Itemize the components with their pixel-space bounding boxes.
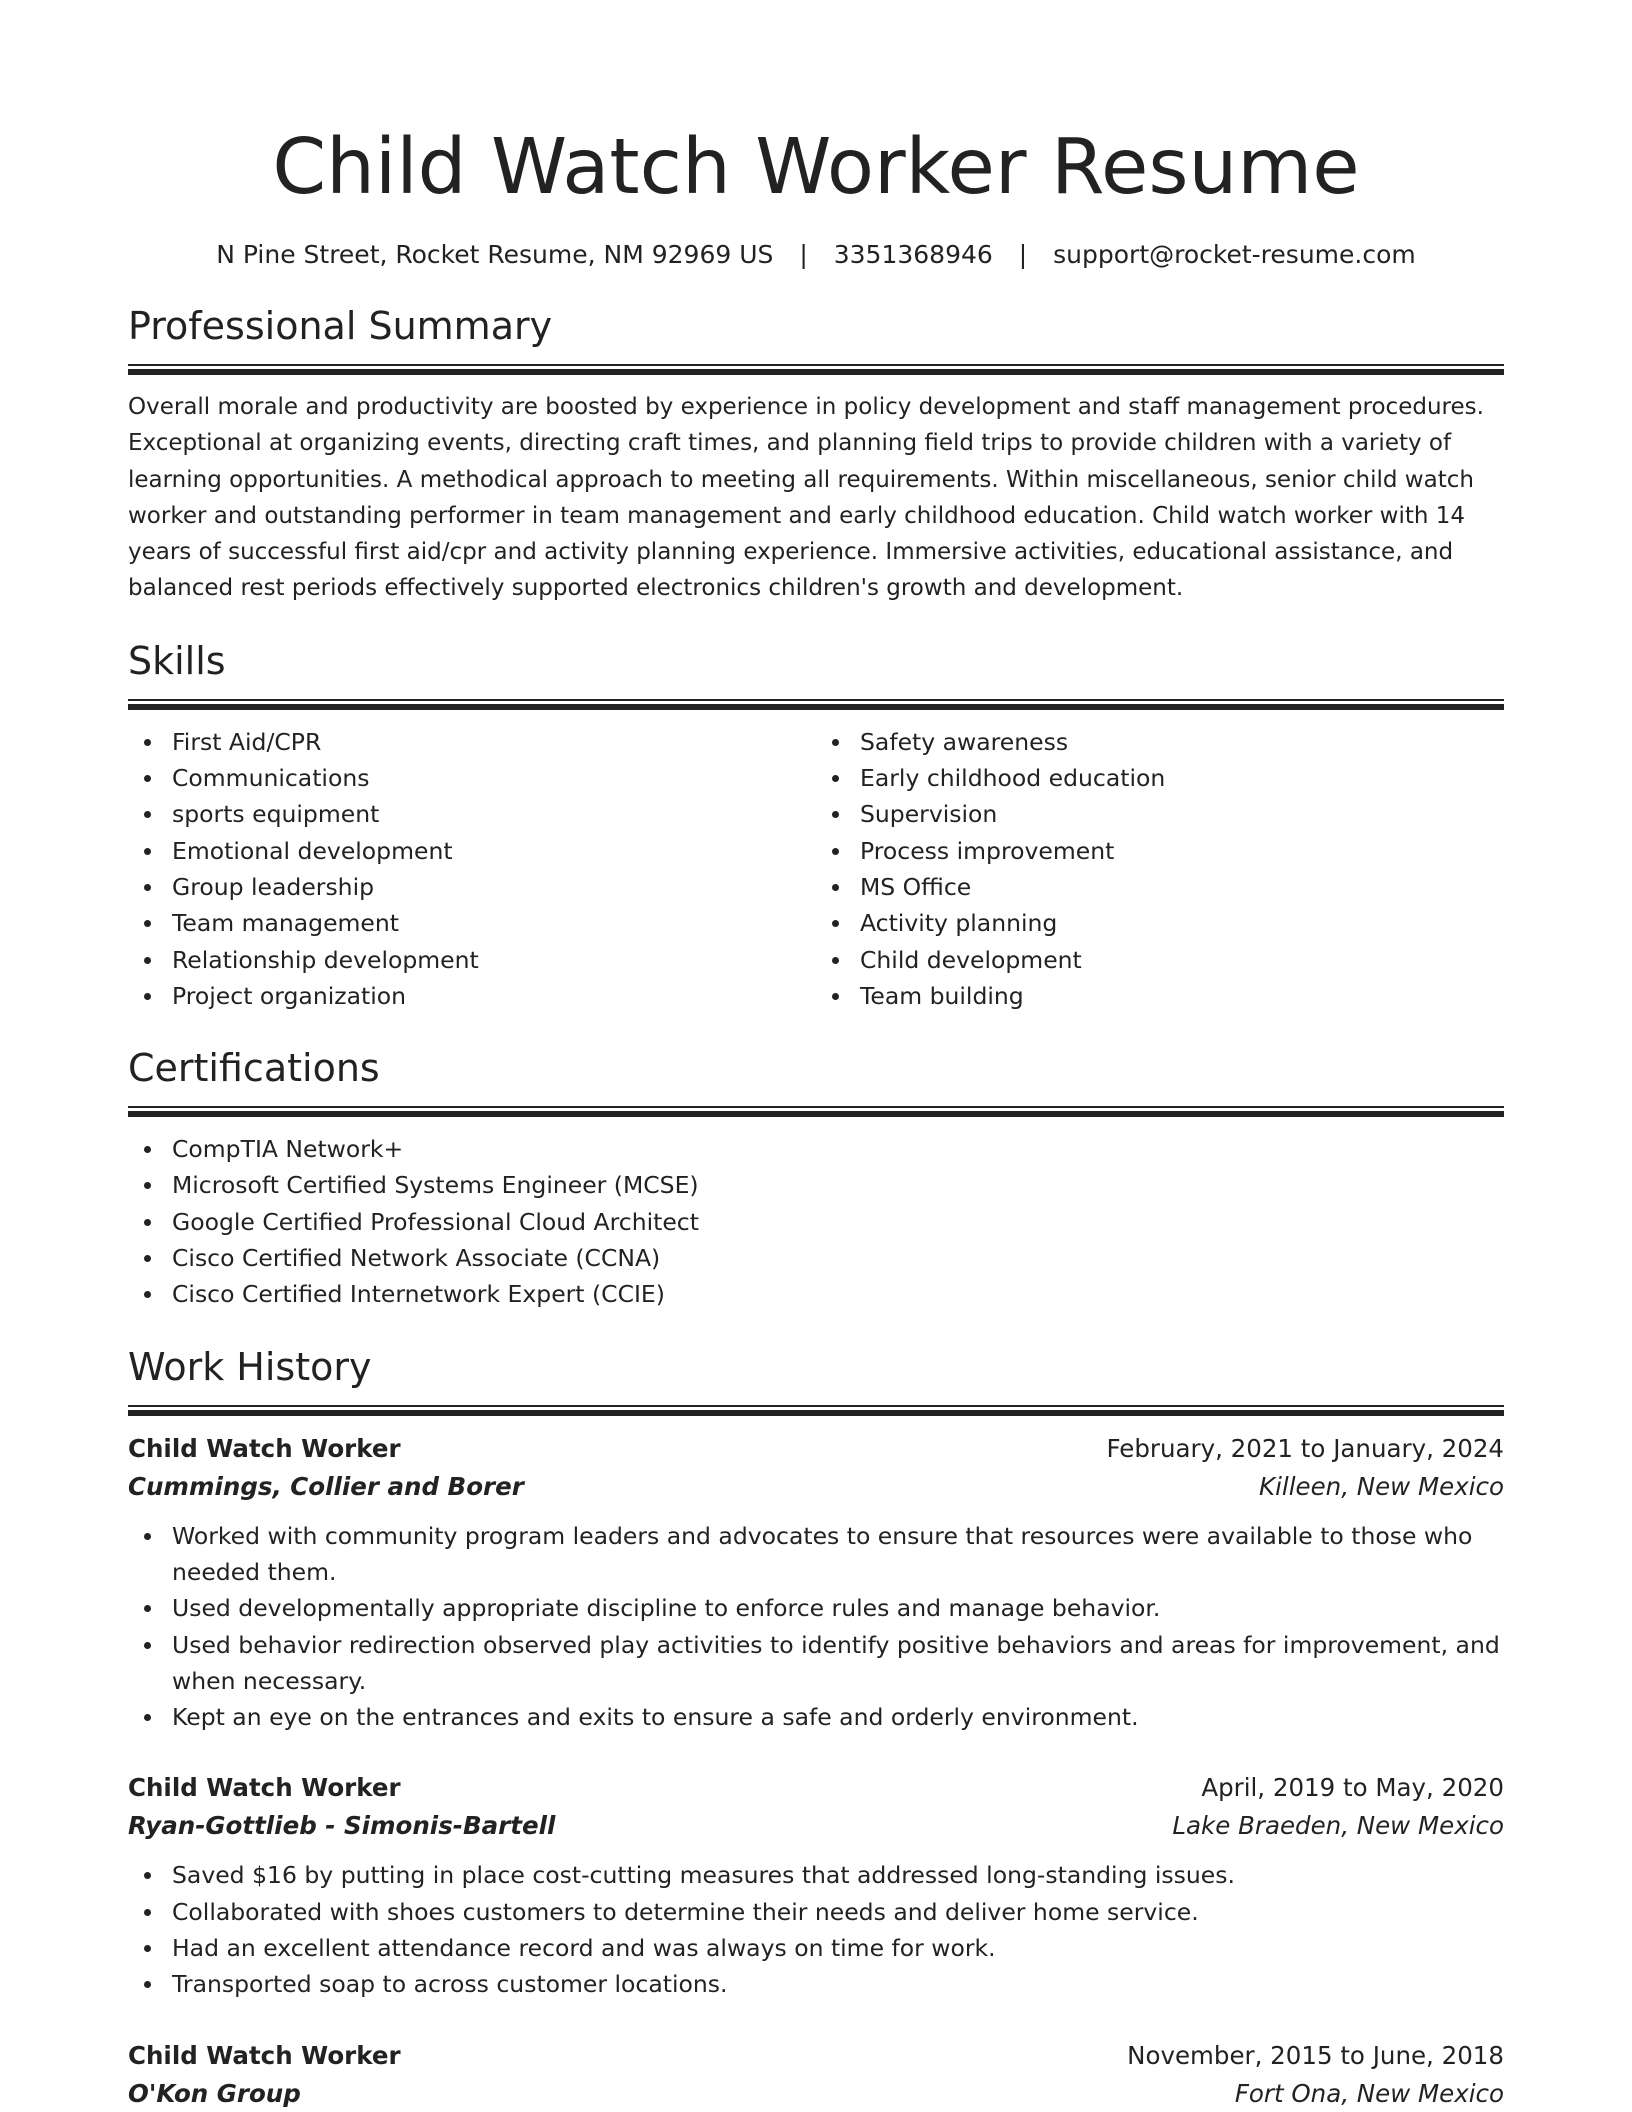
skill-item: First Aid/CPR xyxy=(128,724,816,760)
summary-section xyxy=(128,302,1504,607)
skill-item: Activity planning xyxy=(816,905,1504,941)
job-entry xyxy=(128,1430,1504,1736)
job-entry xyxy=(128,2037,1504,2112)
section-divider xyxy=(128,699,1504,710)
job-header-row xyxy=(128,2037,1504,2075)
contact-address: N Pine Street, Rocket Resume, NM 92969 US xyxy=(216,240,774,269)
certification-item: Cisco Certified Internetwork Expert (CCIE) xyxy=(128,1276,1504,1312)
summary-text: Overall morale and productivity are boosted by experience in policy development and staff management procedures. Exceptional at organizing events, directing craft times, and planning field trips to provide children with a variety of learning opportunities. A methodical approach to meeting all requirements. Within miscellaneous, senior child watch worker and outstanding performer in team management and early childhood education. Child watch worker with 14 years of successful first aid/cpr and activity planning experience. Immersive activities, educational assistance, and balanced rest periods effectively supported electronics children's growth and development. xyxy=(128,394,1484,602)
job-location: Lake Braeden, New Mexico xyxy=(1172,1811,1504,1841)
certification-item: Google Certified Professional Cloud Architect xyxy=(128,1204,1504,1240)
skill-item: Communications xyxy=(128,760,816,796)
job-dates: April, 2019 to May, 2020 xyxy=(1201,1773,1504,1803)
skill-item: Team management xyxy=(128,905,816,941)
job-title: Child Watch Worker xyxy=(128,2040,401,2070)
skill-item: Supervision xyxy=(816,796,1504,832)
skill-item: Process improvement xyxy=(816,833,1504,869)
skills-section xyxy=(128,637,1504,1014)
skills-grid xyxy=(128,724,1504,1014)
certifications-heading: Certifications xyxy=(128,1046,380,1091)
skills-right-column xyxy=(816,724,1504,1014)
job-title: Child Watch Worker xyxy=(128,1773,401,1803)
work-history-section xyxy=(128,1343,1504,2112)
job-duties-list xyxy=(128,1518,1504,1736)
job-duty-item: Collaborated with shoes customers to determine their needs and deliver home service. xyxy=(128,1894,1504,1930)
certifications-section xyxy=(128,1044,1504,1312)
job-location: Fort Ona, New Mexico xyxy=(1234,2078,1504,2108)
skill-item: sports equipment xyxy=(128,796,816,832)
contact-email: support@rocket-resume.com xyxy=(1053,240,1416,269)
contact-phone: 3351368946 xyxy=(833,240,993,269)
skill-item: Team building xyxy=(816,978,1504,1014)
certification-item: Cisco Certified Network Associate (CCNA) xyxy=(128,1240,1504,1276)
job-duties-list xyxy=(128,1857,1504,2002)
skill-item: Relationship development xyxy=(128,942,816,978)
job-dates: November, 2015 to June, 2018 xyxy=(1127,2040,1504,2070)
job-duty-item: Kept an eye on the entrances and exits to ensure a safe and orderly environment. xyxy=(128,1699,1504,1735)
job-employer-row xyxy=(128,2075,1504,2112)
contact-separator: | xyxy=(799,240,808,269)
job-duty-item: Used behavior redirection observed play activities to identify positive behaviors and areas for improvement, and when necessary. xyxy=(128,1627,1504,1700)
skills-heading: Skills xyxy=(128,638,226,683)
job-duty-item: Transported soap to across customer locations. xyxy=(128,1966,1504,2002)
job-duty-item: Had an excellent attendance record and was always on time for work. xyxy=(128,1930,1504,1966)
job-header-row xyxy=(128,1430,1504,1468)
job-duty-item: Saved $16 by putting in place cost-cutting measures that addressed long-standing issues. xyxy=(128,1857,1504,1893)
job-duty-item: Used developmentally appropriate discipline to enforce rules and manage behavior. xyxy=(128,1590,1504,1626)
certification-item: CompTIA Network+ xyxy=(128,1131,1504,1167)
skill-item: Emotional development xyxy=(128,833,816,869)
summary-heading: Professional Summary xyxy=(128,304,553,348)
section-divider xyxy=(128,1405,1504,1416)
work-history-heading: Work History xyxy=(128,1344,372,1389)
job-location: Killeen, New Mexico xyxy=(1259,1471,1504,1501)
skill-item: MS Office xyxy=(816,869,1504,905)
job-company: Cummings, Collier and Borer xyxy=(128,1471,524,1501)
certifications-list xyxy=(128,1131,1504,1312)
section-divider xyxy=(128,1106,1504,1117)
section-divider xyxy=(128,364,1504,375)
job-entry xyxy=(128,1769,1504,2002)
skill-item: Safety awareness xyxy=(816,724,1504,760)
job-header-row xyxy=(128,1769,1504,1807)
job-employer-row xyxy=(128,1807,1504,1845)
skill-item: Child development xyxy=(816,942,1504,978)
skills-left-column xyxy=(128,724,816,1014)
resume-title: Child Watch Worker Resume xyxy=(272,123,1360,212)
job-duty-item: Worked with community program leaders and advocates to ensure that resources were available to those who needed them. xyxy=(128,1518,1504,1591)
job-employer-row xyxy=(128,1468,1504,1506)
job-title: Child Watch Worker xyxy=(128,1433,401,1463)
skill-item: Group leadership xyxy=(128,869,816,905)
job-company: O'Kon Group xyxy=(128,2078,301,2108)
certification-item: Microsoft Certified Systems Engineer (MCSE) xyxy=(128,1167,1504,1203)
contact-line xyxy=(128,238,1504,272)
contact-separator: | xyxy=(1018,240,1028,269)
job-company: Ryan-Gottlieb - Simonis-Bartell xyxy=(128,1811,556,1841)
skill-item: Early childhood education xyxy=(816,760,1504,796)
skill-item: Project organization xyxy=(128,978,816,1014)
job-dates: February, 2021 to January, 2024 xyxy=(1106,1433,1504,1463)
